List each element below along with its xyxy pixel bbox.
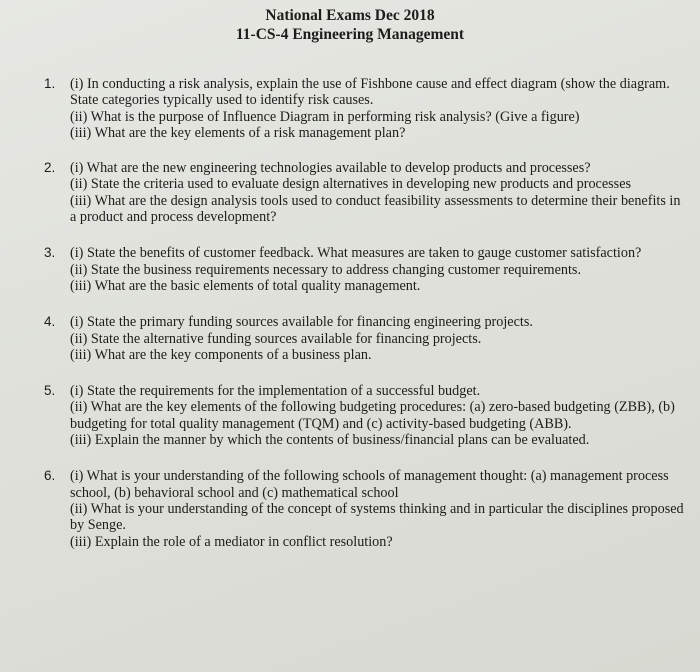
question-part: (i) In conducting a risk analysis, explain the use of Fishbone cause and effect diagram (show the diagram. State categories typically used to identify risk causes. <box>70 76 670 109</box>
question-part: (i) What is your understanding of the following schools of management thought: (a) management process school, (b) behavioral school and (c) mathematical school <box>70 468 669 501</box>
question-part: (i) State the primary funding sources available for financing engineering projects. <box>70 314 533 331</box>
question-number: 6. <box>44 468 56 484</box>
question-part: (ii) What is your understanding of the concept of systems thinking and in particular the disciplines proposed by Senge. <box>70 500 684 534</box>
question-part: (i) State the requirements for the implementation of a successful budget. <box>70 383 481 400</box>
question-part: (iii) What are the key elements of a risk management plan? <box>70 124 406 141</box>
question-part: (i) What are the new engineering technologies available to develop products and processes? <box>70 160 591 177</box>
question-part: (i) State the benefits of customer feedback. What measures are taken to gauge customer satisfaction? <box>70 245 642 262</box>
question-part: (ii) What are the key elements of the following budgeting procedures: (a) zero-based budgeting (ZBB), (b) budgeting for total quality management (TQM) and (c) activity-based budgeting (ABB). <box>70 399 675 432</box>
question-part: (iii) Explain the manner by which the contents of business/financial plans can be evaluated. <box>70 432 590 449</box>
question-number: 5. <box>44 383 56 399</box>
exam-title: National Exams Dec 2018 <box>265 7 435 24</box>
question-parts <box>70 468 684 549</box>
question-part: (ii) State the criteria used to evaluate design alternatives in developing new products and processes <box>70 176 632 193</box>
question-part: (iii) What are the key components of a business plan. <box>70 346 372 363</box>
question-number: 3. <box>44 245 56 261</box>
course-title: 11-CS-4 Engineering Management <box>235 26 465 43</box>
question-parts <box>70 245 684 294</box>
question-part: (iii) Explain the role of a mediator in conflict resolution? <box>70 533 393 550</box>
question-5 <box>44 383 684 448</box>
question-part: (ii) What is the purpose of Influence Diagram in performing risk analysis? (Give a figure) <box>70 108 580 125</box>
question-4 <box>44 314 684 363</box>
question-2 <box>44 160 684 225</box>
question-part: (ii) State the business requirements necessary to address changing customer requirements. <box>70 261 581 278</box>
question-part: (iii) What are the basic elements of total quality management. <box>70 277 421 294</box>
question-6 <box>44 468 684 549</box>
question-part: (iii) What are the design analysis tools used to conduct feasibility assessments to determine their benefits in a product and process development? <box>70 192 681 226</box>
question-3 <box>44 245 684 294</box>
question-parts <box>70 314 684 363</box>
question-part: (ii) State the alternative funding sources available for financing projects. <box>70 330 482 347</box>
question-parts <box>70 76 684 141</box>
exam-header <box>0 6 700 44</box>
question-parts <box>70 160 684 225</box>
question-number: 4. <box>44 314 56 330</box>
question-list <box>44 76 684 550</box>
question-number: 1. <box>44 76 56 91</box>
question-parts <box>70 383 684 448</box>
question-number: 2. <box>44 160 56 176</box>
question-1 <box>44 76 684 141</box>
